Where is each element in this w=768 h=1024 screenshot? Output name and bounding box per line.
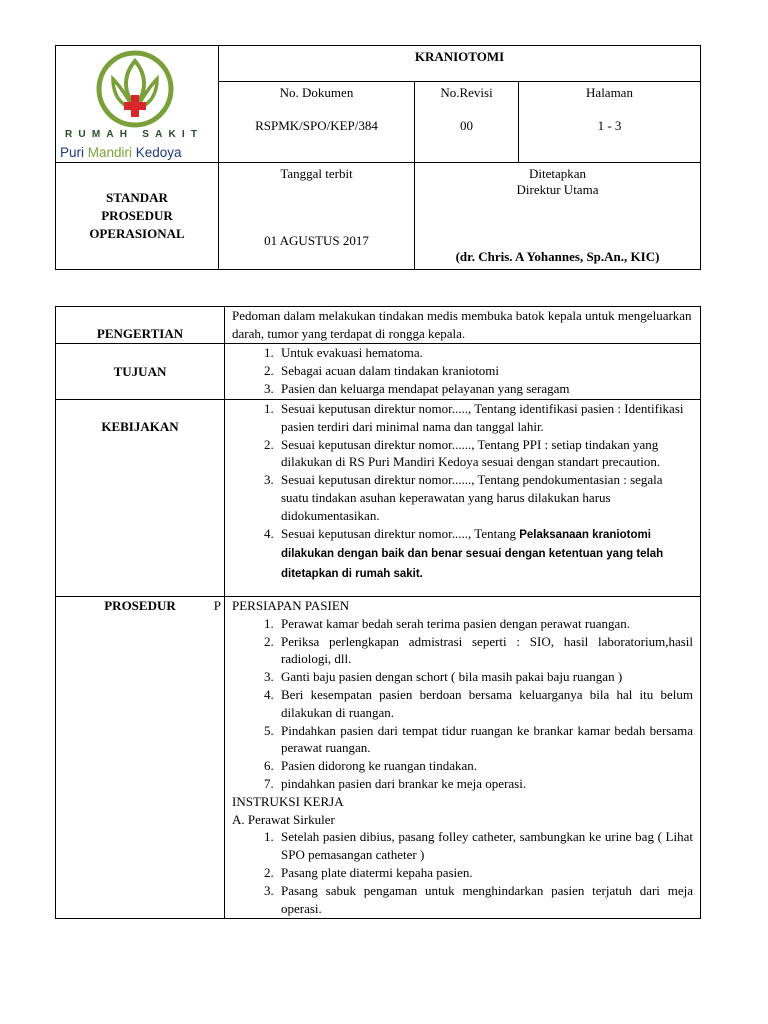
document-header-table xyxy=(55,45,701,270)
list-item: 3. Ganti baju pasien dengan schort ( bila masih pakai baju ruangan ) xyxy=(277,668,693,686)
list-item: 1. Perawat kamar bedah serah terima pasien dengan perawat ruangan. xyxy=(277,615,693,633)
sop-content-table xyxy=(55,306,701,919)
list-item: 2. Pasang plate diatermi kepaha pasien. xyxy=(277,864,693,882)
pengertian-text: Pedoman dalam melakukan tindakan medis membuka batok kepala untuk mengeluarkan darah, tumor yang terdapat di rongga kepala. xyxy=(225,307,701,344)
tujuan-body xyxy=(225,344,701,400)
list-item: 4. Sesuai keputusan direktur nomor....., Tentang Pelaksanaan kraniotomi dilakukan dengan baik dan benar sesuai dengan ketentuan yang telah ditetapkan di rumah sakit. xyxy=(277,525,693,584)
prosedur-body xyxy=(225,597,701,919)
document-title: KRANIOTOMI xyxy=(219,46,701,82)
approved-by-label: Ditetapkan xyxy=(528,166,587,181)
doc-number-value: RSPMK/SPO/KEP/384 xyxy=(255,118,378,133)
list-item: 3. Pasang sabuk pengaman untuk menghindarkan pasien terjatuh dari meja operasi. xyxy=(277,882,693,918)
issue-date-value: 01 AGUSTUS 2017 xyxy=(264,233,369,248)
doc-number-label: No. Dokumen xyxy=(279,85,354,100)
revision-value: 00 xyxy=(460,118,473,133)
issue-date-label: Tanggal terbit xyxy=(280,166,353,181)
stray-character: P xyxy=(213,598,221,613)
revision-label: No.Revisi xyxy=(440,85,493,100)
list-item: 1. Setelah pasien dibius, pasang folley catheter, sambungkan ke urine bag ( Lihat SPO pemasangan catheter ) xyxy=(277,828,693,864)
page-cell xyxy=(519,82,701,163)
kebijakan-label: KEBIJAKAN xyxy=(56,400,225,597)
list-item: 1. Untuk evakuasi hematoma. xyxy=(277,344,693,362)
list-item: 2. Sebagai acuan dalam tindakan kraniotomi xyxy=(277,362,693,380)
list-item: 1. Sesuai keputusan direktur nomor....., Tentang identifikasi pasien : Identifikasi pasien terdiri dari minimal nama dan tanggal lahir. xyxy=(277,400,693,436)
page-value: 1 - 3 xyxy=(597,118,622,133)
patient-prep-list xyxy=(232,615,693,793)
circulating-nurse-heading: A. Perawat Sirkuler xyxy=(232,811,335,827)
signer-name: (dr. Chris. A Yohannes, Sp.An., KIC) xyxy=(455,249,660,264)
prosedur-label-cell xyxy=(56,597,225,919)
list-item: 3. Sesuai keputusan direktur nomor......, Tentang pendokumentasian : segala suatu tindakan asuhan keperawatan yang harus dilakukan harus didokumentasikan. xyxy=(277,471,693,524)
patient-prep-heading: PERSIAPAN PASIEN xyxy=(232,598,350,613)
director-title: Direktur Utama xyxy=(516,182,599,197)
kebijakan-list xyxy=(232,400,693,584)
hospital-logo xyxy=(56,46,219,163)
logo-hospital-name: Puri Mandiri Kedoya xyxy=(60,145,182,160)
logo-subtitle: RUMAH SAKIT xyxy=(65,129,204,140)
list-item: 3. Pasien dan keluarga mendapat pelayanan yang seragam xyxy=(277,380,693,398)
tujuan-label: TUJUAN xyxy=(56,344,225,400)
sop-line-1: STANDAR xyxy=(106,190,168,205)
lotus-cross-logo-icon xyxy=(93,49,177,129)
pengertian-label: PENGERTIAN xyxy=(56,307,225,344)
sop-line-3: OPERASIONAL xyxy=(89,226,185,241)
list-item: 2. Periksa perlengkapan admistrasi seperti : SIO, hasil laboratorium,hasil radiologi, dll. xyxy=(277,633,693,669)
page-label: Halaman xyxy=(586,85,633,100)
kebijakan-body xyxy=(225,400,701,597)
list-item: 6. Pasien didorong ke ruangan tindakan. xyxy=(277,757,693,775)
sop-label-cell xyxy=(56,163,219,270)
work-instruction-heading: INSTRUKSI KERJA xyxy=(232,793,344,809)
sop-line-2: PROSEDUR xyxy=(101,208,173,223)
issue-date-cell xyxy=(219,163,415,270)
list-item: 5. Pindahkan pasien dari tempat tidur ruangan ke brankar kamar bedah bersama perawat ruangan. xyxy=(277,722,693,758)
work-instruction-list xyxy=(232,828,693,917)
tujuan-list xyxy=(232,344,693,397)
list-item: 4. Beri kesempatan pasien berdoan bersama keluarganya bila hal itu belum dilakukan di ruangan. xyxy=(277,686,693,722)
revision-cell xyxy=(415,82,519,163)
doc-number-cell xyxy=(219,82,415,163)
prosedur-label: PROSEDUR xyxy=(104,598,176,613)
approval-cell xyxy=(415,163,701,270)
list-item: 2. Sesuai keputusan direktur nomor......, Tentang PPI : setiap tindakan yang dilakukan di RS Puri Mandiri Kedoya sesuai dengan standart precaution. xyxy=(277,436,693,472)
list-item: 7. pindahkan pasien dari brankar ke meja operasi. xyxy=(277,775,693,793)
